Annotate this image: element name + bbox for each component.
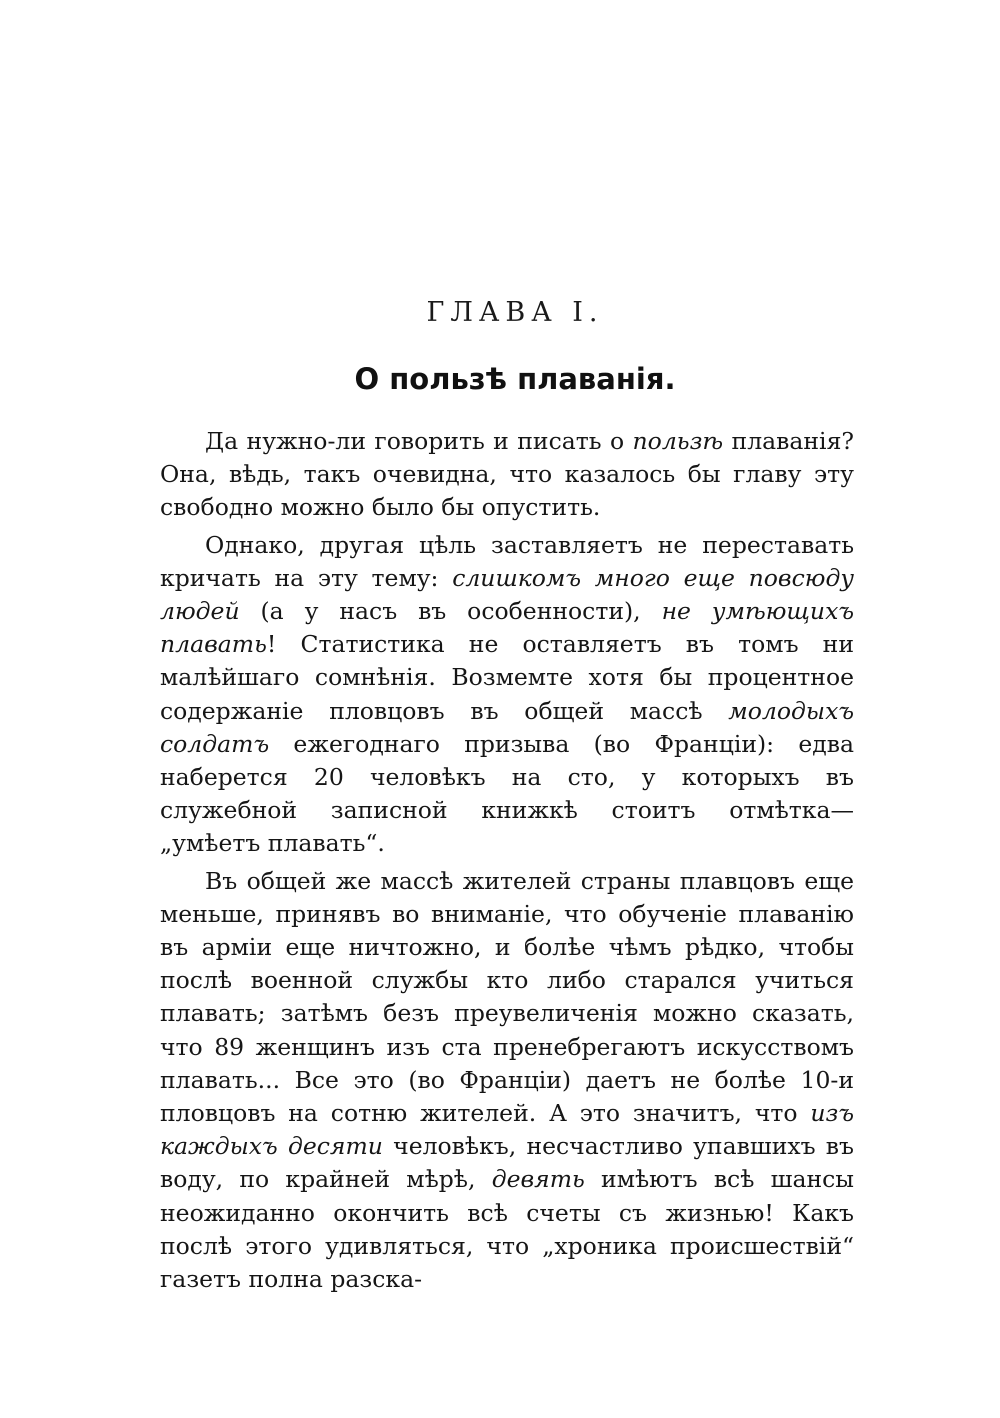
chapter-label: ГЛАВА I. (426, 297, 604, 328)
emphasis-run: не умѣющихъ плавать (160, 597, 854, 659)
text-run: Въ общей же массѣ жителей страны плавцовъ еще меньше, принявъ во вниманіе, что обученіе плаванію въ арміи еще ничтожно, и болѣе чѣмъ рѣдко, чтобы послѣ военной службы кто либо старался учиться плавать; затѣмъ безъ преувеличенія можно сказать, что 89 женщинъ изъ ста пренебрегаютъ искусствомъ плавать... Все это (во Франціи) даетъ не болѣе 10-и пловцовъ на сотню жителей. А это значитъ, что (160, 866, 854, 1128)
paragraph-3 (160, 865, 854, 1297)
emphasis-run: пользѣ (632, 427, 724, 455)
emphasis-run: изъ каждыхъ десяти (160, 1099, 854, 1161)
paragraph-2 (160, 529, 854, 861)
chapter-title: О пользѣ плаванія. (354, 362, 676, 396)
text-run: (а у насъ въ особенности), (239, 597, 662, 626)
emphasis-run: слишкомъ много еще повсюду людей (160, 563, 854, 626)
paragraph-1 (160, 425, 854, 525)
text-run: имѣютъ всѣ шансы неожиданно окончить всѣ счеты съ жизнью! Какъ послѣ этого удивляться, что „хроника происшествій“ газетъ полна разска- (160, 1165, 854, 1294)
text-run: Однако, другая цѣль заставляетъ не переставать кричать на эту тему: (160, 530, 854, 592)
text-run: плаванія? Она, вѣдь, такъ очевидна, что казалось бы главу эту свободно можно было бы опустить. (160, 427, 854, 522)
emphasis-run: девять (491, 1165, 585, 1194)
text-run: Да нужно-ли говорить и писать о (205, 427, 633, 455)
text-body (160, 425, 854, 1300)
text-run: ежегоднаго призыва (во Франціи): едва наберется 20 человѣкъ на сто, у которыхъ въ служебной записной книжкѣ стоитъ отмѣтка— „умѣетъ плавать“. (160, 729, 854, 858)
emphasis-run: молодыхъ солдатъ (160, 696, 854, 758)
text-run: ! Статистика не оставляетъ въ томъ ни малѣйшаго сомнѣнія. Возмемте хотя бы процентное содержаніе пловцовъ въ общей массѣ (160, 630, 854, 725)
text-run: человѣкъ, несчастливо упавшихъ въ воду, по крайней мѣрѣ, (160, 1132, 854, 1194)
